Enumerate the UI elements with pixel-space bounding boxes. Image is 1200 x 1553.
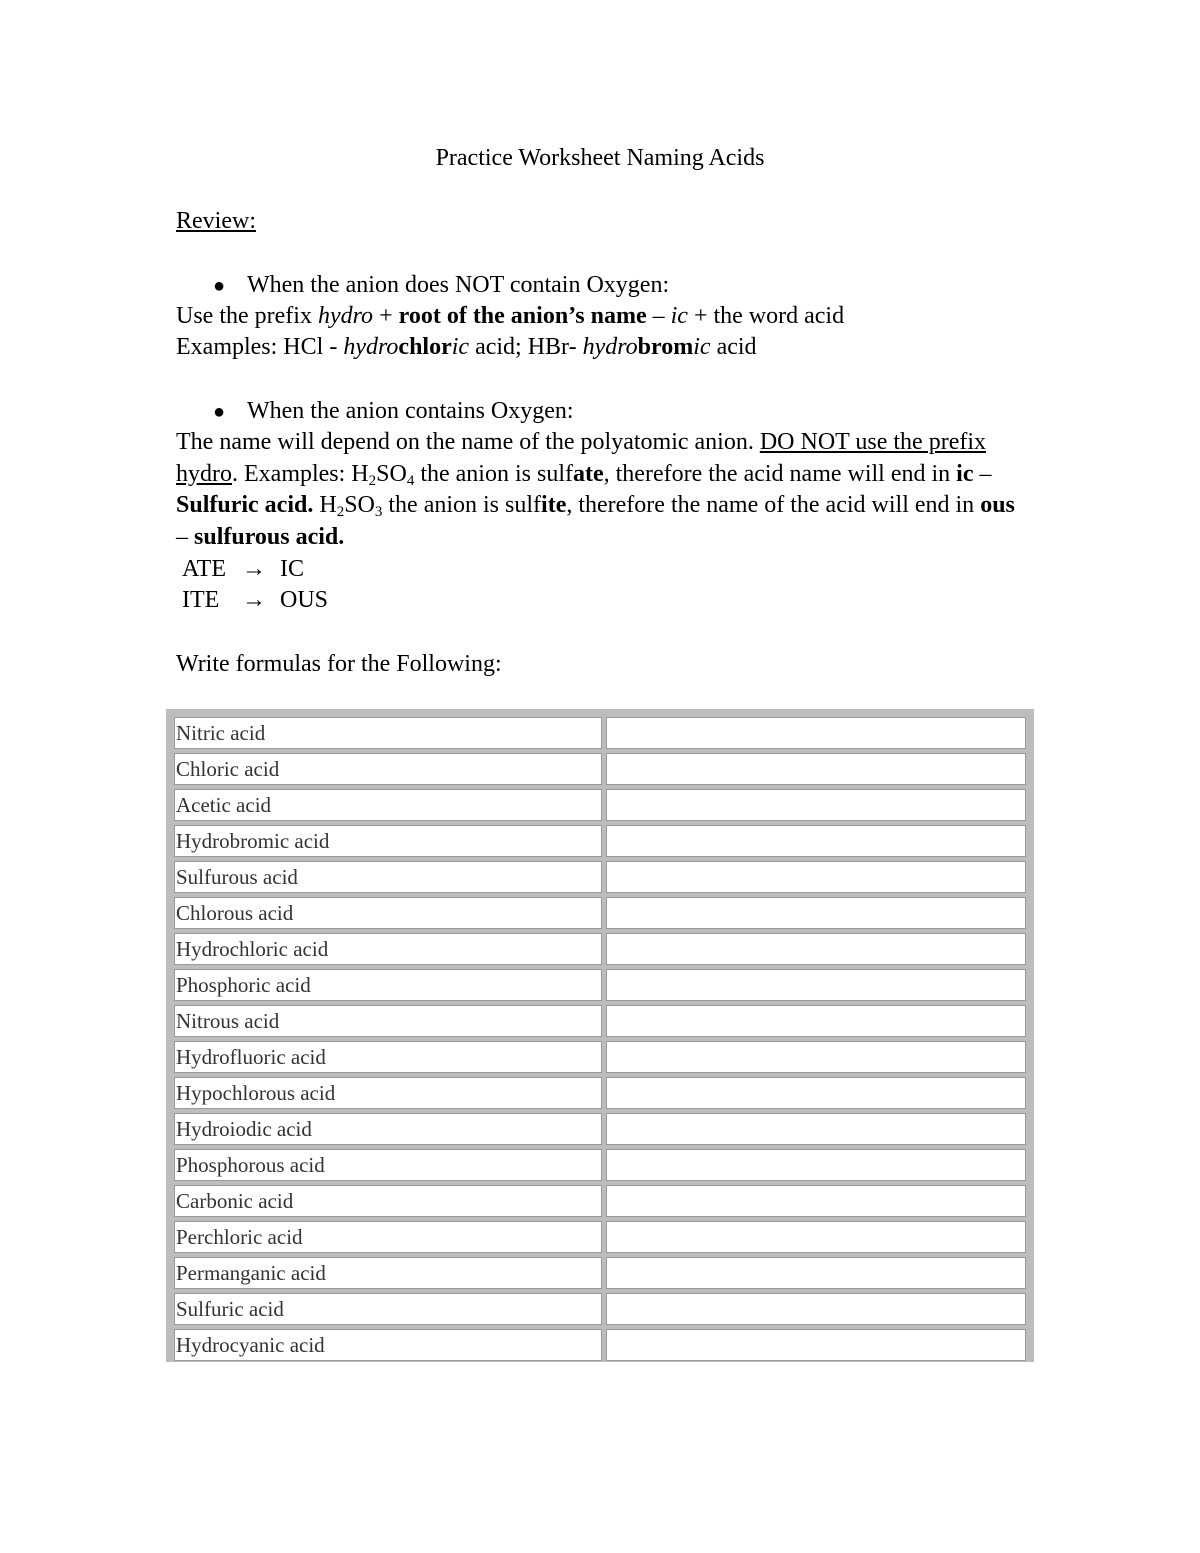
mapping-to: IC <box>280 556 304 582</box>
acid-name-cell: Hydroiodic acid <box>174 1113 602 1145</box>
text-fragment: . Examples: H <box>232 460 369 487</box>
formula-answer-cell[interactable] <box>606 1113 1026 1145</box>
acid-name-cell: Carbonic acid <box>174 1185 602 1217</box>
acid-name-cell: Phosphorous acid <box>174 1149 602 1181</box>
text-fragment: chlor <box>398 334 452 360</box>
arrow-icon: → <box>242 587 266 613</box>
acid-name-cell: Perchloric acid <box>174 1221 602 1253</box>
acid-name-cell: Hydrofluoric acid <box>174 1041 602 1073</box>
acid-name-cell: Chlorous acid <box>174 897 602 929</box>
text-fragment: Examples: HCl - <box>176 334 344 360</box>
text-fragment: SO <box>344 492 375 518</box>
acid-name-cell: Acetic acid <box>174 789 602 821</box>
text-fragment: sulfurous acid. <box>194 523 345 550</box>
text-fragment: – <box>176 523 194 550</box>
text-fragment: hydro <box>317 303 374 329</box>
text-fragment: Use the prefix <box>176 303 318 329</box>
formula-answer-cell[interactable] <box>606 753 1026 785</box>
table-row <box>174 861 1026 893</box>
formula-answer-cell[interactable] <box>606 1257 1026 1289</box>
table-row <box>174 1221 1026 1253</box>
text-fragment: ous <box>980 492 1015 518</box>
table-row <box>174 1077 1026 1109</box>
rule1-examples <box>176 332 1036 364</box>
mapping-from: ATE <box>182 556 226 582</box>
text-fragment: ic <box>670 303 688 329</box>
instruction: Write formulas for the Following: <box>176 651 502 677</box>
formula-answer-cell[interactable] <box>606 717 1026 749</box>
formula-answer-cell[interactable] <box>606 789 1026 821</box>
table-row <box>174 789 1026 821</box>
text-fragment: ate <box>572 460 604 487</box>
formula-table <box>170 713 1030 1365</box>
table-row <box>174 1185 1026 1217</box>
formula-answer-cell[interactable] <box>606 1077 1026 1109</box>
formula-answer-cell[interactable] <box>606 1329 1026 1361</box>
formula-answer-cell[interactable] <box>606 1149 1026 1181</box>
mapping-from: ITE <box>182 587 220 613</box>
acid-name-cell: Hydrobromic acid <box>174 825 602 857</box>
formula-answer-cell[interactable] <box>606 861 1026 893</box>
rule1-bullet-text: When the anion does NOT contain Oxygen: <box>247 272 670 298</box>
text-fragment: acid <box>710 334 757 360</box>
text-fragment: H <box>313 492 337 518</box>
subscript: 3 <box>374 504 383 520</box>
bullet-icon: ● <box>213 275 226 297</box>
formula-answer-cell[interactable] <box>606 897 1026 929</box>
table-row <box>174 969 1026 1001</box>
acid-name-cell: Chloric acid <box>174 753 602 785</box>
text-fragment: – <box>646 303 671 329</box>
acid-name-cell: Hydrocyanic acid <box>174 1329 602 1361</box>
acid-name-cell: Nitrous acid <box>174 1005 602 1037</box>
formula-table-container <box>166 709 1034 1362</box>
rule2-paragraph <box>176 427 1021 553</box>
text-fragment: , therefore the name of the acid will end in <box>566 492 981 518</box>
table-row <box>174 1113 1026 1145</box>
formula-answer-cell[interactable] <box>606 1293 1026 1325</box>
text-fragment: root of the anion’s name <box>398 303 647 329</box>
table-row <box>174 753 1026 785</box>
page-title: Practice Worksheet Naming Acids <box>435 145 765 171</box>
text-fragment: + the word acid <box>687 303 845 329</box>
arrow-icon: → <box>242 556 266 582</box>
text-fragment: the anion is sulf <box>414 460 573 487</box>
text-fragment: ic <box>451 334 470 360</box>
text-fragment: , therefore the acid name will end in <box>603 460 957 487</box>
text-fragment: ic <box>693 334 711 360</box>
text-fragment: ic <box>956 460 974 487</box>
table-row <box>174 1041 1026 1073</box>
text-fragment: SO <box>376 460 407 487</box>
text-fragment: hydro <box>582 334 638 360</box>
text-fragment: The name will depend on the name of the polyatomic anion. <box>176 429 760 455</box>
review-heading: Review: <box>176 208 256 234</box>
acid-name-cell: Phosphoric acid <box>174 969 602 1001</box>
text-fragment: the anion is sulf <box>382 492 542 518</box>
formula-answer-cell[interactable] <box>606 969 1026 1001</box>
acid-name-cell: Permanganic acid <box>174 1257 602 1289</box>
table-row <box>174 1293 1026 1325</box>
rule2-bullet <box>213 396 574 429</box>
acid-name-cell: Sulfuric acid <box>174 1293 602 1325</box>
acid-name-cell: Hydrochloric acid <box>174 933 602 965</box>
bullet-icon: ● <box>213 401 226 423</box>
acid-name-cell: Sulfurous acid <box>174 861 602 893</box>
formula-answer-cell[interactable] <box>606 1221 1026 1253</box>
table-row <box>174 1257 1026 1289</box>
text-fragment: acid; HBr- <box>469 334 583 360</box>
text-fragment: Sulfuric acid. <box>176 492 314 518</box>
subscript: 4 <box>406 472 415 489</box>
rule2-bullet-text: When the anion contains Oxygen: <box>247 398 574 424</box>
table-row <box>174 717 1026 749</box>
table-row <box>174 825 1026 857</box>
table-row <box>174 1149 1026 1181</box>
table-row <box>174 1329 1026 1361</box>
text-fragment: hydro <box>343 334 399 360</box>
text-fragment: + <box>373 303 399 329</box>
text-fragment: ite <box>541 492 567 518</box>
acid-name-cell: Nitric acid <box>174 717 602 749</box>
text-fragment: – <box>973 460 992 487</box>
subscript: 2 <box>336 504 345 520</box>
text-fragment: brom <box>637 334 694 360</box>
formula-answer-cell[interactable] <box>606 1041 1026 1073</box>
table-row <box>174 933 1026 965</box>
acid-name-cell: Hypochlorous acid <box>174 1077 602 1109</box>
table-row <box>174 897 1026 929</box>
formula-answer-cell[interactable] <box>606 825 1026 857</box>
formula-answer-cell[interactable] <box>606 1185 1026 1217</box>
formula-answer-cell[interactable] <box>606 1005 1026 1037</box>
text-fragment: DO NOT use the prefix hydro <box>176 429 986 487</box>
mapping-ite-ous <box>182 585 328 617</box>
subscript: 2 <box>368 472 377 489</box>
formula-answer-cell[interactable] <box>606 933 1026 965</box>
mapping-ate-ic <box>182 554 304 586</box>
rule1-line1 <box>176 301 1036 333</box>
mapping-to: OUS <box>280 587 329 613</box>
rule1-bullet <box>213 270 669 303</box>
table-row <box>174 1005 1026 1037</box>
